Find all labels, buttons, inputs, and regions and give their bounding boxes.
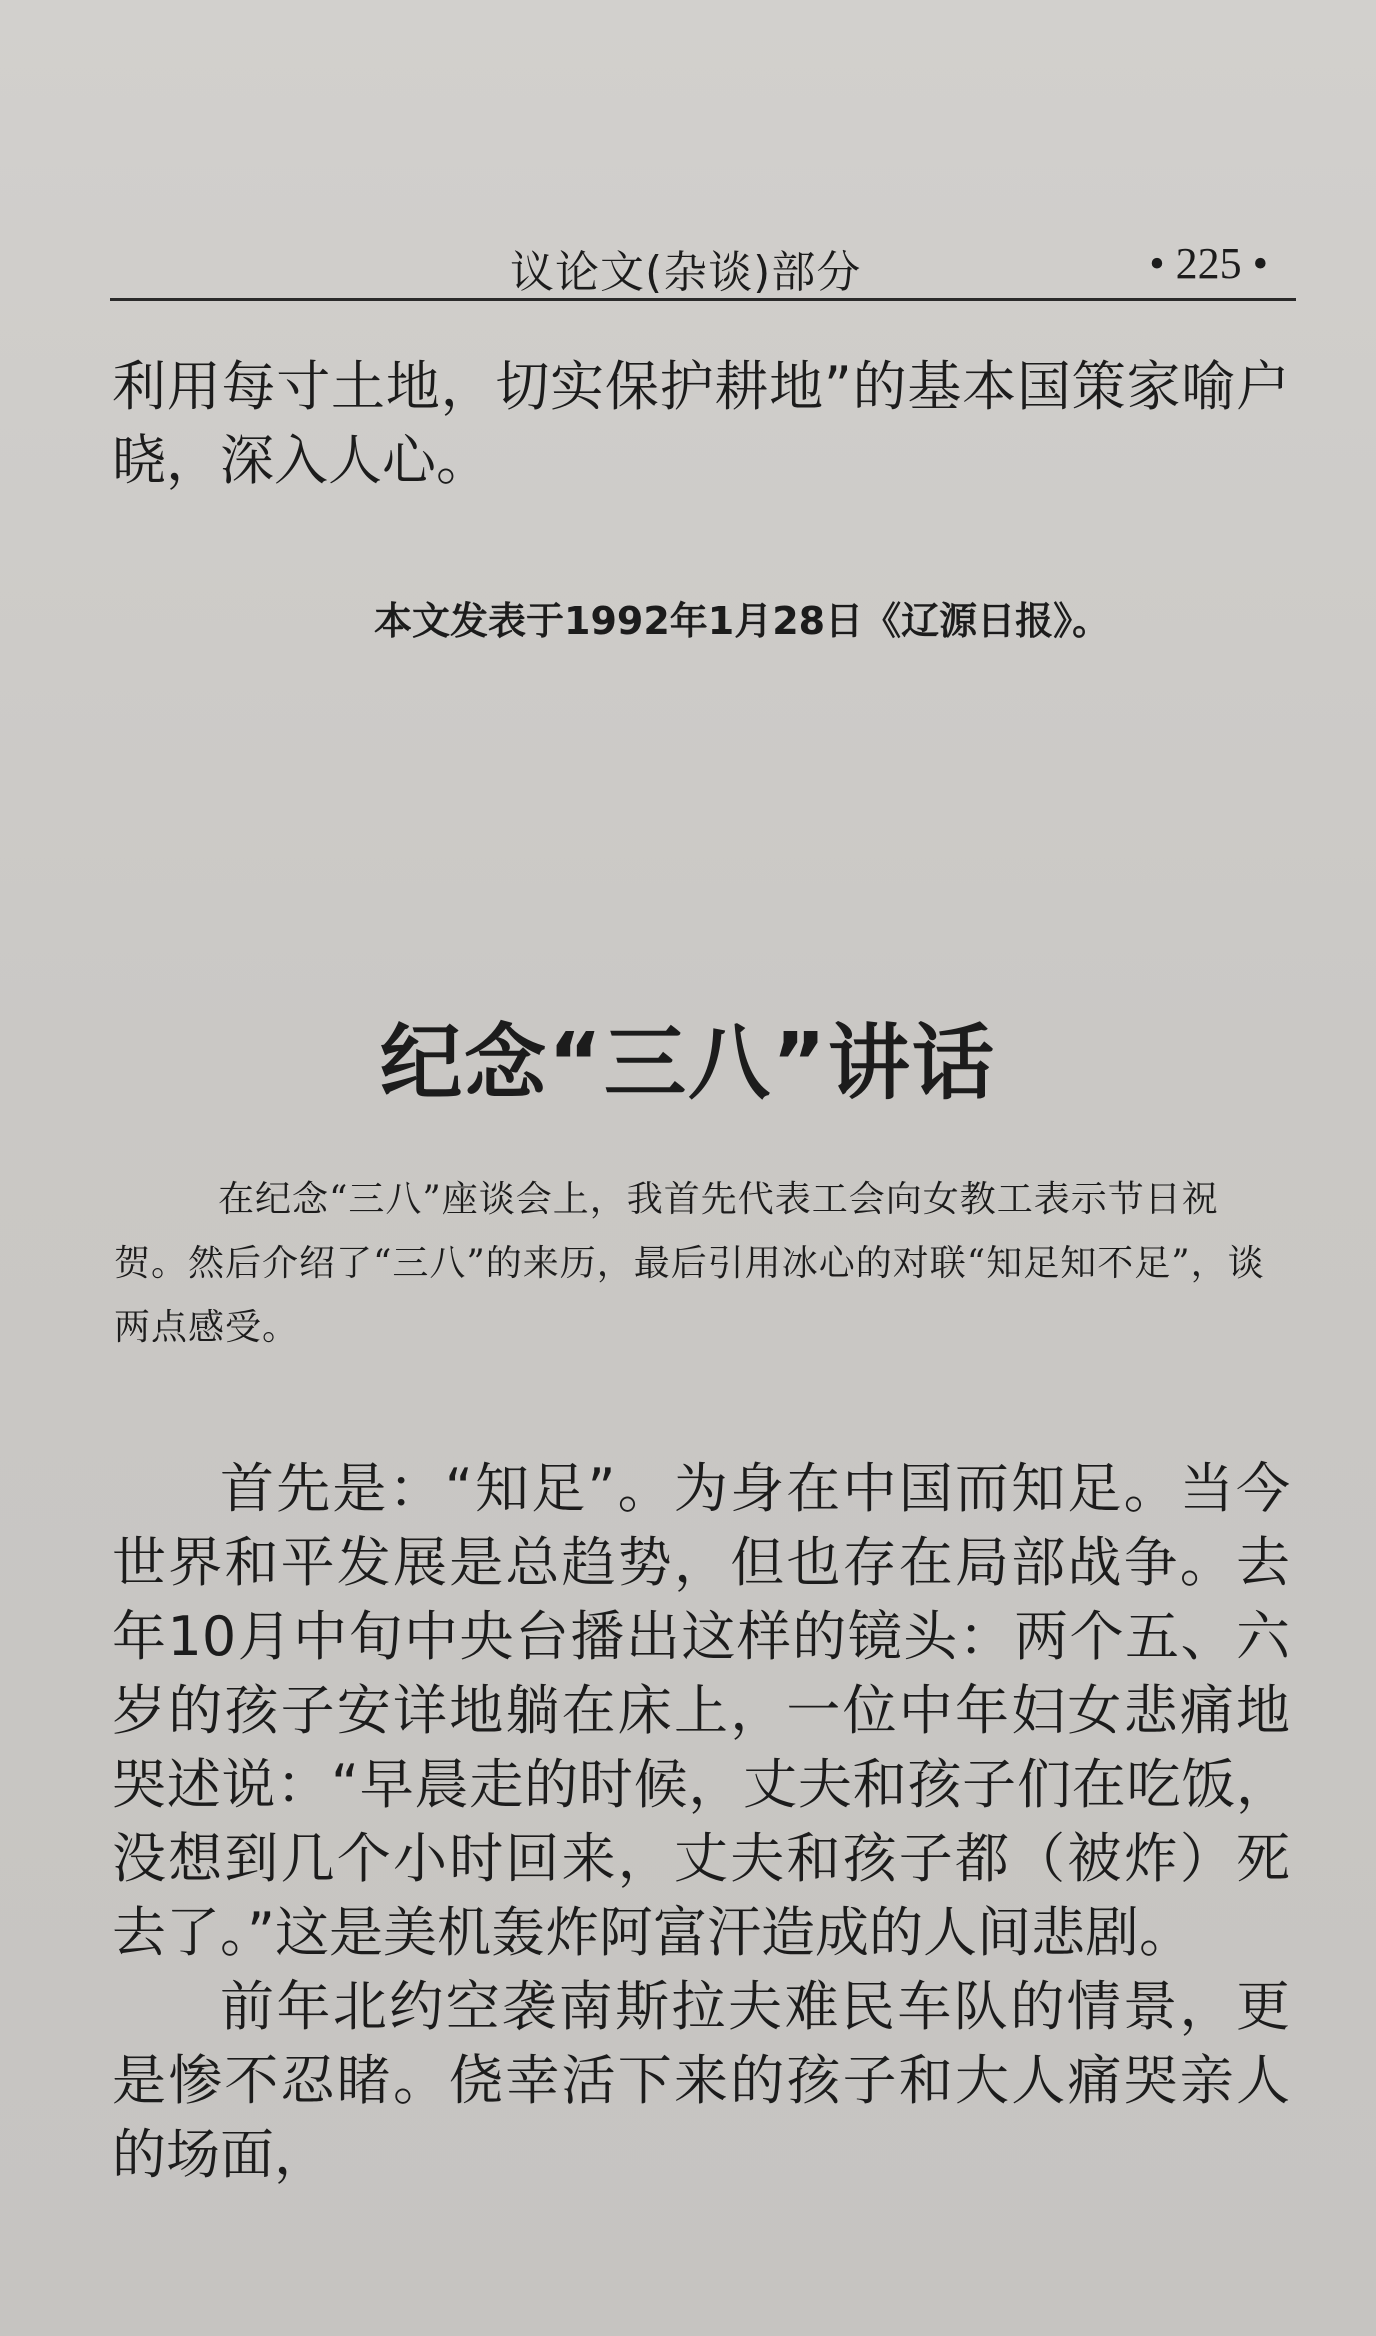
body-paragraph: 前年北约空袭南斯拉夫难民车队的情景，更是惨不忍睹。侥幸活下来的孩子和大人痛哭亲人的场面， xyxy=(112,1975,1290,2186)
page-number: • 225 • xyxy=(1149,239,1268,288)
article-title: 纪念“三八”讲话 xyxy=(380,1016,996,1111)
article-abstract: 在纪念“三八”座谈会上，我首先代表工会向女教工表示节日祝贺。然后介绍了“三八”的来历，最后引用冰心的对联“知足知不足”，谈两点感受。 xyxy=(114,1179,1265,1348)
running-header xyxy=(110,232,1296,301)
section-title: 议论文(杂谈)部分 xyxy=(510,247,862,298)
continued-paragraph: 利用每寸土地，切实保护耕地”的基本国策家喻户晓，深入人心。 xyxy=(112,355,1290,492)
publication-note: 本文发表于1992年1月28日《辽源日报》。 xyxy=(374,599,1111,643)
body-paragraph: 首先是：“知足”。为身在中国而知足。当今世界和平发展是总趋势，但也存在局部战争。去年10月中旬中央台播出这样的镜头：两个五、六岁的孩子安详地躺在床上，一位中年妇女悲痛地哭述说：“早晨走的时候，丈夫和孩子们在吃饭，没想到几个小时回来，丈夫和孩子都（被炸）死去了。”这是美机轰炸阿富汗造成的人间悲剧。 xyxy=(112,1457,1290,1964)
